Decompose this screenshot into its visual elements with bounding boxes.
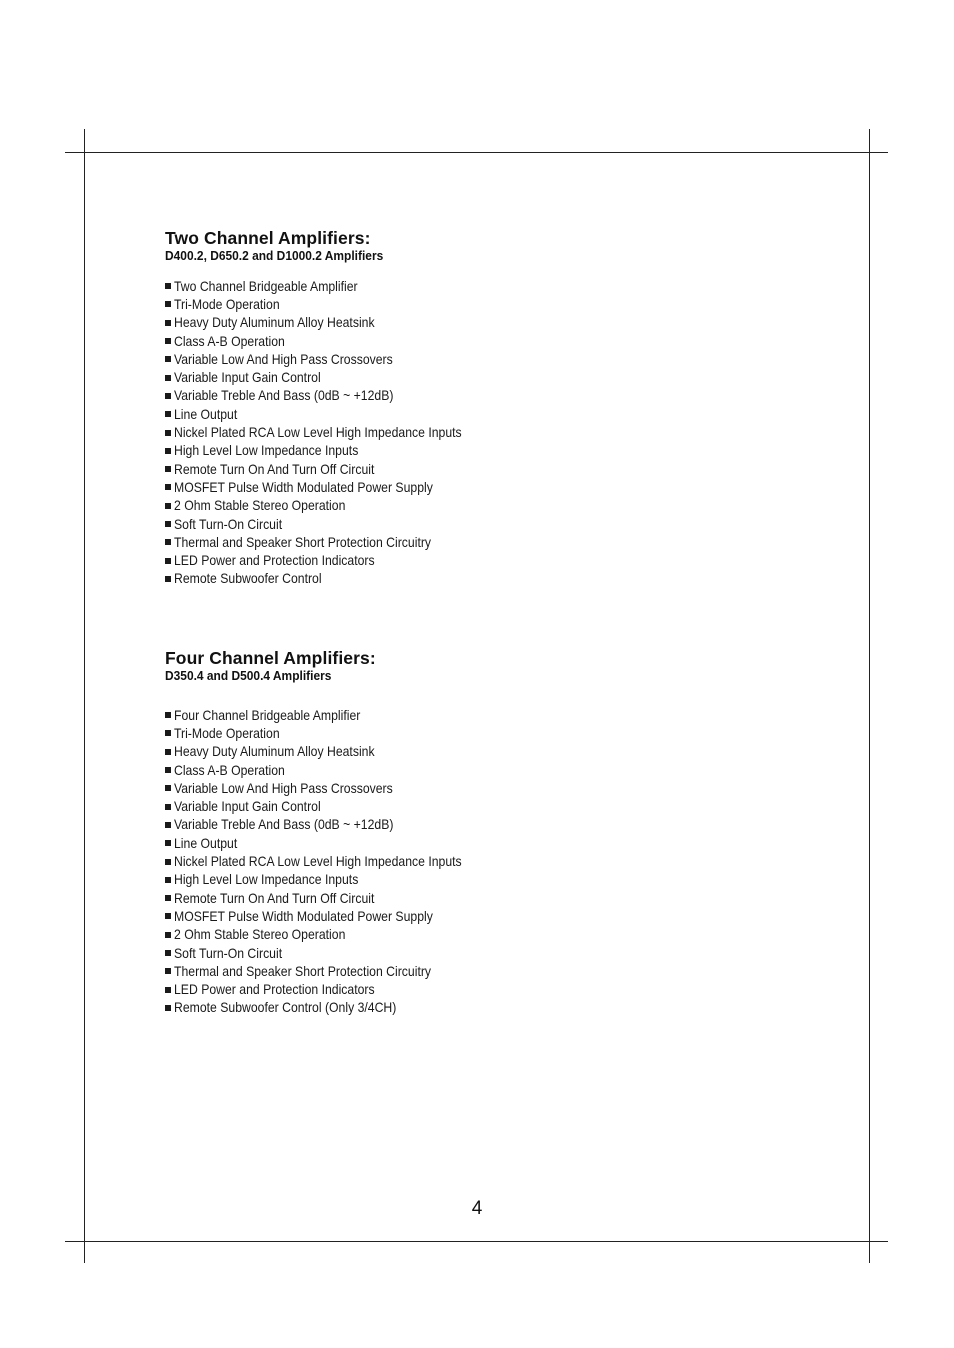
list-item-text: High Level Low Impedance Inputs xyxy=(174,872,359,888)
trim-line-top xyxy=(65,152,888,153)
list-item xyxy=(165,999,494,1017)
list-item xyxy=(165,332,494,350)
list-item xyxy=(165,442,494,460)
square-bullet-icon xyxy=(165,1005,171,1011)
list-item xyxy=(165,423,494,441)
list-item-text: Four Channel Bridgeable Amplifier xyxy=(174,707,361,723)
list-item-text: Variable Treble And Bass (0dB ~ +12dB) xyxy=(174,817,394,833)
list-item-text: Nickel Plated RCA Low Level High Impedance Inputs xyxy=(174,425,462,441)
square-bullet-icon xyxy=(165,804,171,810)
square-bullet-icon xyxy=(165,822,171,828)
section-subtitle: D350.4 and D500.4 Amplifiers xyxy=(165,668,332,683)
square-bullet-icon xyxy=(165,356,171,362)
list-item xyxy=(165,816,494,834)
list-item-text: Soft Turn-On Circuit xyxy=(174,945,283,961)
list-item-text: Remote Turn On And Turn Off Circuit xyxy=(174,461,375,477)
list-item xyxy=(165,368,494,386)
list-item xyxy=(165,797,494,815)
square-bullet-icon xyxy=(165,895,171,901)
list-item-text: Class A-B Operation xyxy=(174,333,285,349)
list-item-text: Class A-B Operation xyxy=(174,762,285,778)
two-channel-section xyxy=(165,228,494,588)
list-item-text: Line Output xyxy=(174,835,238,851)
feature-list xyxy=(165,277,494,588)
square-bullet-icon xyxy=(165,932,171,938)
trim-line-left xyxy=(84,129,85,1263)
square-bullet-icon xyxy=(165,950,171,956)
list-item-text: Nickel Plated RCA Low Level High Impedance Inputs xyxy=(174,854,462,870)
square-bullet-icon xyxy=(165,859,171,865)
square-bullet-icon xyxy=(165,521,171,527)
list-item-text: MOSFET Pulse Width Modulated Power Supply xyxy=(174,479,433,495)
square-bullet-icon xyxy=(165,393,171,399)
list-item xyxy=(165,779,494,797)
list-item-text: LED Power and Protection Indicators xyxy=(174,982,375,998)
square-bullet-icon xyxy=(165,749,171,755)
list-item-text: Variable Treble And Bass (0dB ~ +12dB) xyxy=(174,388,394,404)
list-item xyxy=(165,497,494,515)
list-item xyxy=(165,533,494,551)
list-item xyxy=(165,724,494,742)
trim-line-bottom xyxy=(65,1241,888,1242)
list-item xyxy=(165,314,494,332)
square-bullet-icon xyxy=(165,576,171,582)
list-item-text: Two Channel Bridgeable Amplifier xyxy=(174,278,358,294)
list-item-text: Heavy Duty Aluminum Alloy Heatsink xyxy=(174,315,375,331)
list-item xyxy=(165,889,494,907)
list-item-text: Variable Low And High Pass Crossovers xyxy=(174,351,393,367)
section-subtitle: D400.2, D650.2 and D1000.2 Amplifiers xyxy=(165,248,384,263)
square-bullet-icon xyxy=(165,448,171,454)
list-item xyxy=(165,478,494,496)
list-item xyxy=(165,907,494,925)
square-bullet-icon xyxy=(165,539,171,545)
list-item-text: Tri-Mode Operation xyxy=(174,725,280,741)
list-item xyxy=(165,551,494,569)
square-bullet-icon xyxy=(165,840,171,846)
list-item xyxy=(165,570,494,588)
list-item xyxy=(165,962,494,980)
list-item-text: Remote Turn On And Turn Off Circuit xyxy=(174,890,375,906)
square-bullet-icon xyxy=(165,411,171,417)
square-bullet-icon xyxy=(165,466,171,472)
page-number: 4 xyxy=(471,1198,483,1219)
square-bullet-icon xyxy=(165,558,171,564)
square-bullet-icon xyxy=(165,320,171,326)
list-item xyxy=(165,743,494,761)
list-item-text: 2 Ohm Stable Stereo Operation xyxy=(174,498,346,514)
list-item xyxy=(165,706,494,724)
square-bullet-icon xyxy=(165,767,171,773)
list-item-text: Heavy Duty Aluminum Alloy Heatsink xyxy=(174,744,375,760)
list-item xyxy=(165,980,494,998)
square-bullet-icon xyxy=(165,987,171,993)
list-item-text: Thermal and Speaker Short Protection Circuitry xyxy=(174,534,432,550)
section-title: Four Channel Amplifiers: xyxy=(165,648,376,668)
square-bullet-icon xyxy=(165,712,171,718)
square-bullet-icon xyxy=(165,375,171,381)
list-item-text: Variable Input Gain Control xyxy=(174,799,321,815)
feature-list xyxy=(165,706,494,1017)
square-bullet-icon xyxy=(165,913,171,919)
list-item xyxy=(165,944,494,962)
square-bullet-icon xyxy=(165,785,171,791)
square-bullet-icon xyxy=(165,730,171,736)
square-bullet-icon xyxy=(165,283,171,289)
list-item-text: Variable Low And High Pass Crossovers xyxy=(174,780,393,796)
list-item-text: Thermal and Speaker Short Protection Circuitry xyxy=(174,963,432,979)
list-item-text: Line Output xyxy=(174,406,238,422)
list-item xyxy=(165,405,494,423)
list-item xyxy=(165,761,494,779)
list-item xyxy=(165,852,494,870)
list-item-text: Soft Turn-On Circuit xyxy=(174,516,283,532)
list-item xyxy=(165,277,494,295)
square-bullet-icon xyxy=(165,877,171,883)
list-item xyxy=(165,871,494,889)
section-title: Two Channel Amplifiers: xyxy=(165,228,371,248)
square-bullet-icon xyxy=(165,338,171,344)
list-item-text: Variable Input Gain Control xyxy=(174,370,321,386)
four-channel-section xyxy=(165,648,494,1017)
list-item-text: Tri-Mode Operation xyxy=(174,296,280,312)
list-item-text: 2 Ohm Stable Stereo Operation xyxy=(174,927,346,943)
list-item xyxy=(165,515,494,533)
list-item-text: MOSFET Pulse Width Modulated Power Supply xyxy=(174,908,433,924)
square-bullet-icon xyxy=(165,484,171,490)
list-item-text: Remote Subwoofer Control xyxy=(174,571,322,587)
trim-line-right xyxy=(869,129,870,1263)
list-item xyxy=(165,387,494,405)
list-item xyxy=(165,834,494,852)
list-item-text: LED Power and Protection Indicators xyxy=(174,553,375,569)
list-item xyxy=(165,295,494,313)
square-bullet-icon xyxy=(165,503,171,509)
square-bullet-icon xyxy=(165,968,171,974)
square-bullet-icon xyxy=(165,430,171,436)
list-item-text: Remote Subwoofer Control (Only 3/4CH) xyxy=(174,1000,397,1016)
square-bullet-icon xyxy=(165,301,171,307)
list-item-text: High Level Low Impedance Inputs xyxy=(174,443,359,459)
list-item xyxy=(165,350,494,368)
list-item xyxy=(165,926,494,944)
list-item xyxy=(165,460,494,478)
